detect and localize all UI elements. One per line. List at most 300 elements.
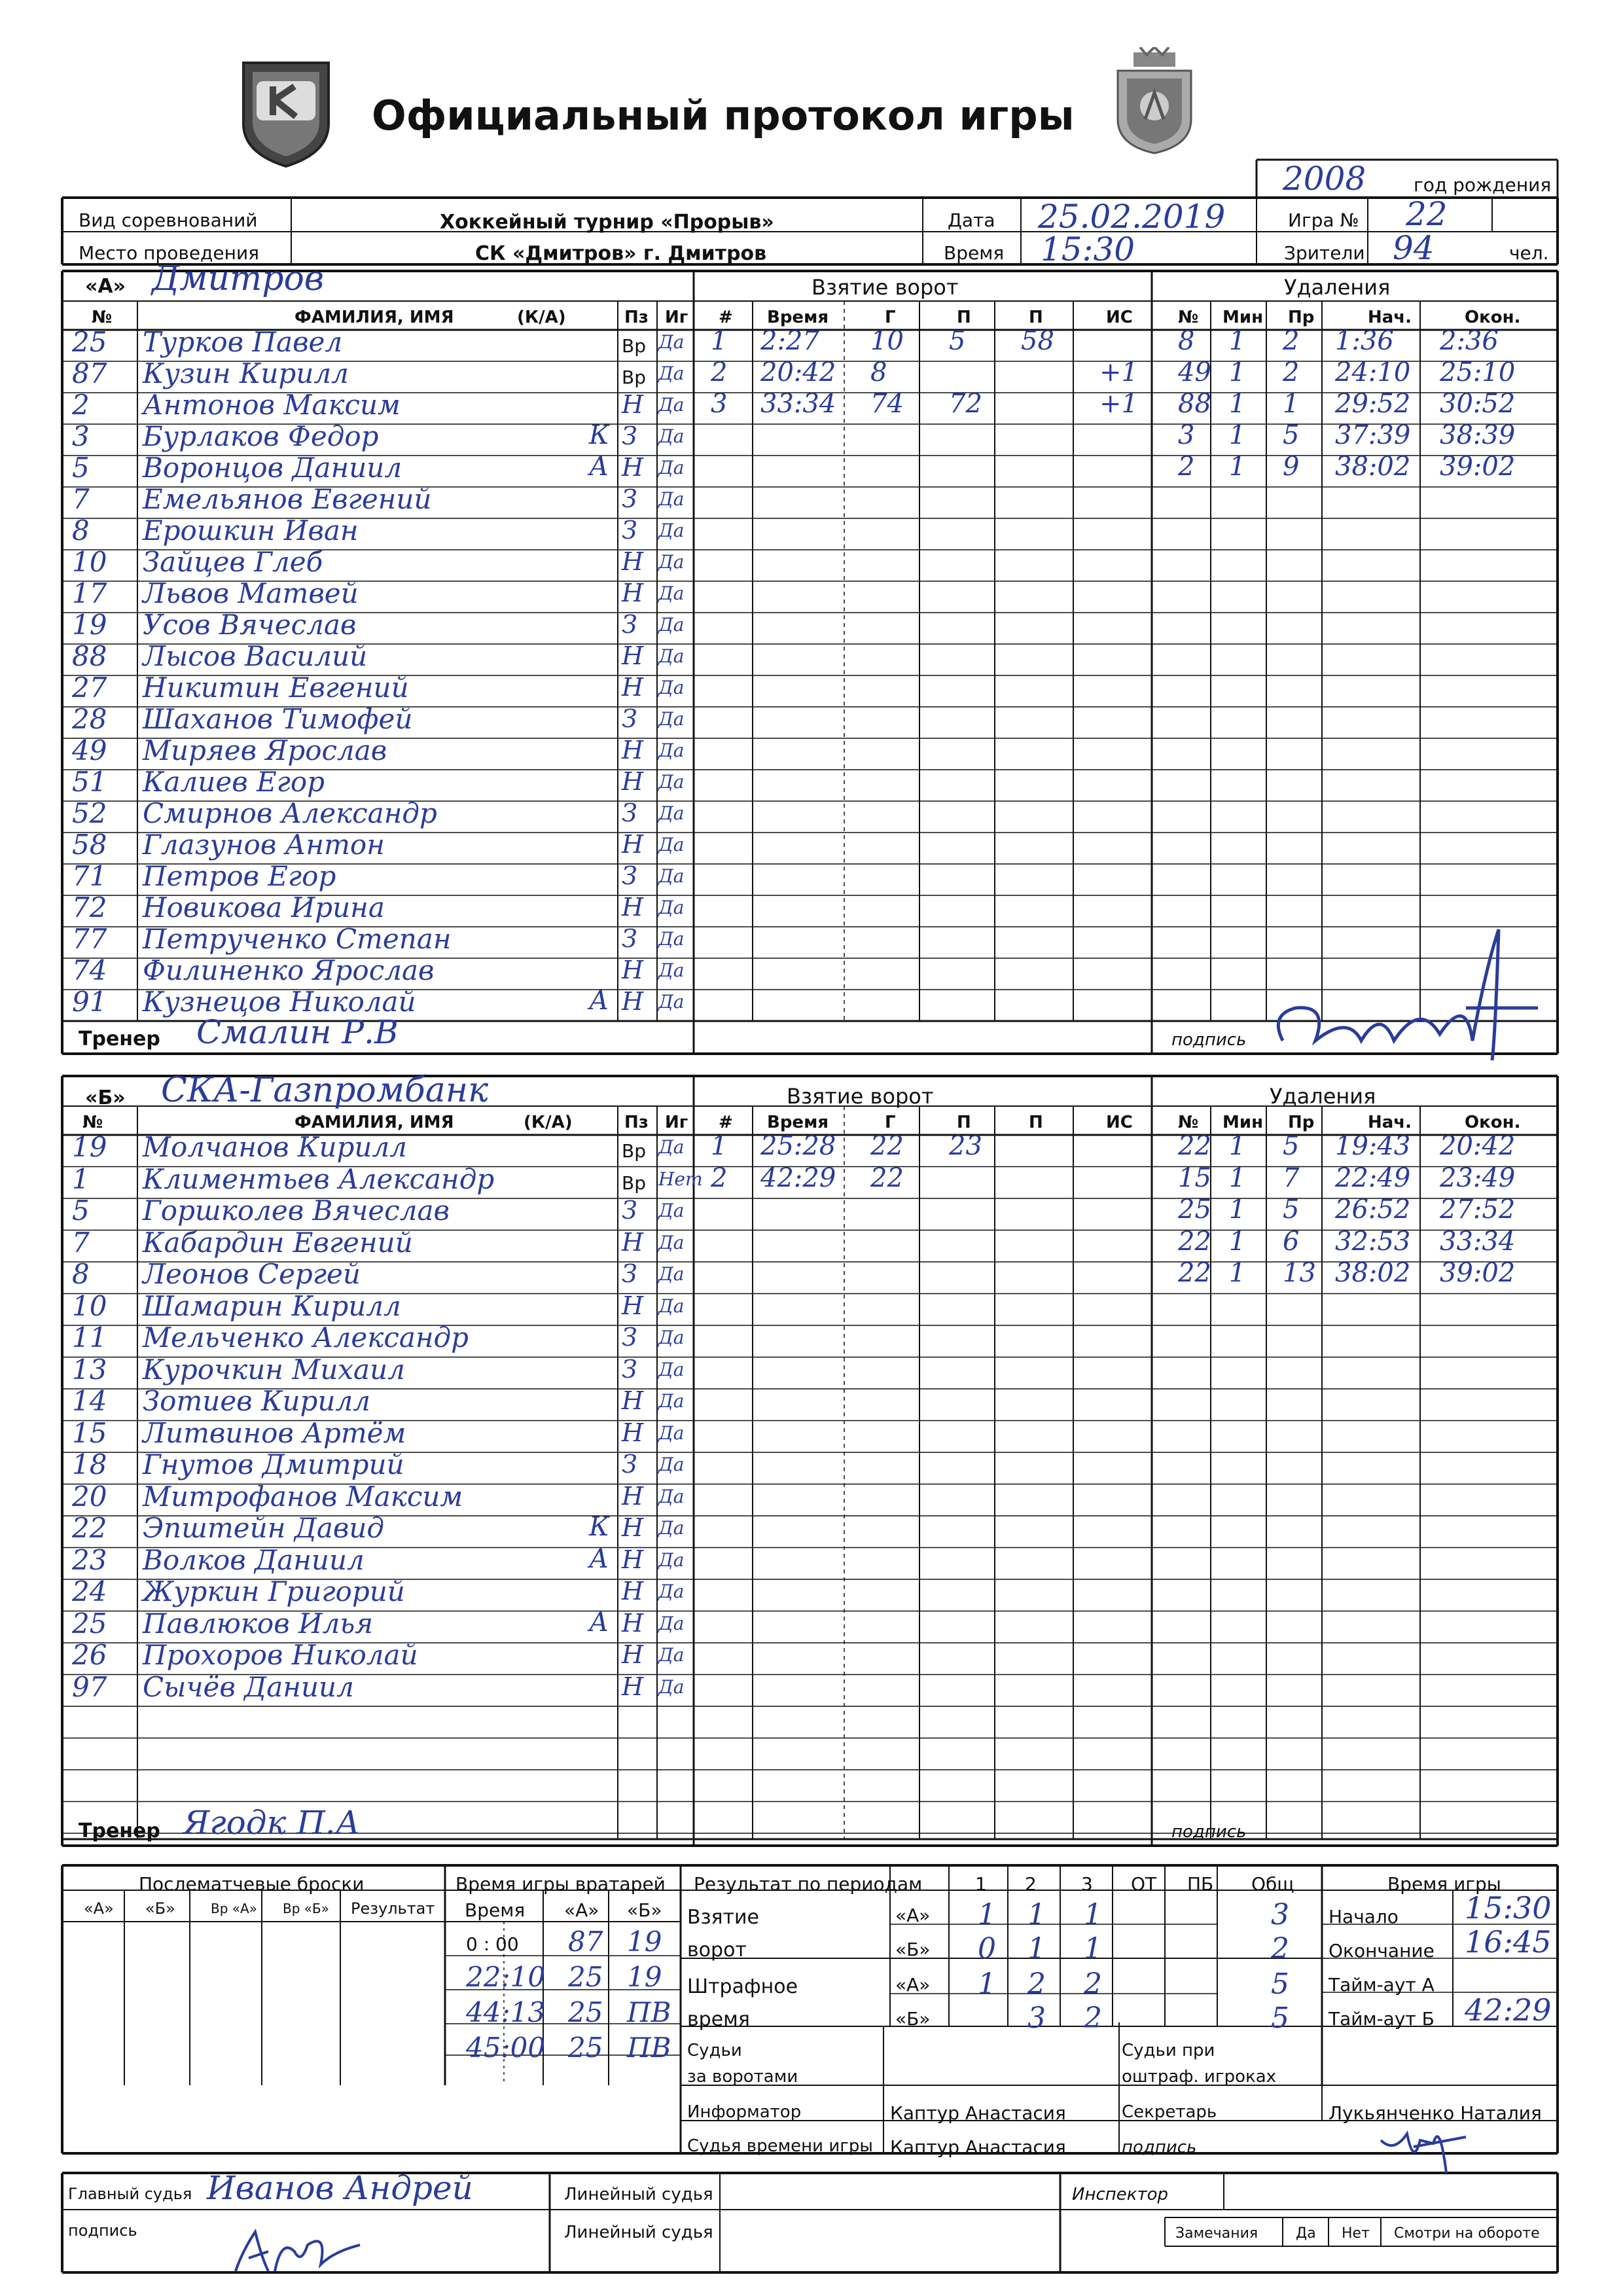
team-a-player-number[interactable]: 87 xyxy=(72,357,107,389)
team-a-player-name[interactable]: Глазунов Антон xyxy=(143,829,385,861)
team-b-goal-time[interactable]: 25:28 xyxy=(760,1131,836,1161)
team-a-player-ka[interactable]: А xyxy=(589,452,609,482)
game-end-value[interactable]: 16:45 xyxy=(1465,1924,1552,1960)
team-b-player-played[interactable]: Да xyxy=(658,1422,685,1444)
team-b-penalty-player[interactable]: 22 xyxy=(1178,1258,1211,1288)
team-a-player-played[interactable]: Да xyxy=(658,614,685,636)
team-a-player-position[interactable]: З xyxy=(622,422,637,450)
team-a-player-name[interactable]: Калиев Егор xyxy=(143,766,325,798)
periods-pim-label-1: Штрафное xyxy=(687,1975,798,1998)
team-a-player-number[interactable]: 72 xyxy=(72,891,107,924)
team-b-player-played[interactable]: Да xyxy=(658,1454,685,1475)
team-a-player-played[interactable]: Да xyxy=(658,520,685,541)
period-value-goals-a[interactable]: 1 xyxy=(1027,1898,1046,1931)
team-a-player-name[interactable]: Емельянов Евгений xyxy=(143,483,432,515)
team-a-player-number[interactable]: 25 xyxy=(72,326,107,358)
team-b-player-number[interactable]: 5 xyxy=(72,1194,90,1227)
team-a-player-position[interactable]: Вр xyxy=(622,335,646,357)
period-value-goals-a[interactable]: 1 xyxy=(1084,1898,1102,1931)
period-value-goals-b[interactable]: 0 xyxy=(978,1932,996,1965)
team-a-goal-assist-2[interactable]: 58 xyxy=(1021,326,1054,356)
team-a-player-position[interactable]: З xyxy=(622,861,637,890)
team-a-player-number[interactable]: 91 xyxy=(72,986,107,1018)
team-b-player-number[interactable]: 14 xyxy=(72,1385,107,1417)
team-a-player-position[interactable]: Н xyxy=(622,987,644,1016)
team-b-player-played[interactable]: Да xyxy=(658,1517,685,1539)
team-a-player-name[interactable]: Зайцев Глеб xyxy=(143,546,323,578)
team-a-penalty-reason[interactable]: 5 xyxy=(1283,420,1300,450)
team-a-player-ka[interactable]: К xyxy=(589,420,609,450)
team-a-player-name[interactable]: Петрученко Степан xyxy=(143,923,452,955)
team-b-penalty-player[interactable]: 22 xyxy=(1178,1226,1211,1257)
team-a-penalty-reason[interactable]: 1 xyxy=(1283,389,1300,419)
team-b-penalty-end[interactable]: 33:34 xyxy=(1440,1226,1516,1257)
team-a-player-position[interactable]: З xyxy=(622,924,637,953)
period-value-pim-a[interactable]: 2 xyxy=(1084,1967,1102,2001)
team-b-player-name[interactable]: Волков Даниил xyxy=(143,1543,365,1576)
team-a-penalty-player[interactable]: 2 xyxy=(1178,452,1195,482)
timeout-b-value[interactable]: 42:29 xyxy=(1465,1992,1552,2028)
period-value-goals-b[interactable]: 2 xyxy=(1271,1932,1289,1965)
team-b-penalty-start[interactable]: 26:52 xyxy=(1335,1194,1411,1225)
team-a-goal-time[interactable]: 20:42 xyxy=(760,357,836,387)
team-b-player-position[interactable]: Н xyxy=(622,1418,644,1447)
team-a-player-number[interactable]: 88 xyxy=(72,640,107,672)
team-a-player-name[interactable]: Лысов Василий xyxy=(143,640,368,672)
period-value-pim-a[interactable]: 5 xyxy=(1271,1967,1289,2001)
team-a-penalty-minutes[interactable]: 1 xyxy=(1229,452,1246,482)
team-a-player-name[interactable]: Кузнецов Николай xyxy=(143,986,416,1018)
team-b-player-ka[interactable]: А xyxy=(589,1543,609,1574)
team-a-player-number[interactable]: 71 xyxy=(72,860,107,892)
team-a-penalty-minutes[interactable]: 1 xyxy=(1229,357,1246,387)
team-b-player-played[interactable]: Да xyxy=(658,1644,685,1666)
team-b-player-position[interactable]: Н xyxy=(622,1577,644,1605)
team-b-player-number[interactable]: 1 xyxy=(72,1162,90,1195)
goalie-row-b[interactable]: ПВ xyxy=(627,1996,671,2028)
team-a-player-position[interactable]: Вр xyxy=(622,367,646,388)
team-a-player-number[interactable]: 77 xyxy=(72,923,107,955)
team-a-player-position[interactable]: Н xyxy=(622,390,644,419)
team-a-goal-number[interactable]: 3 xyxy=(711,389,728,419)
team-a-player-name[interactable]: Кузин Кирилл xyxy=(143,357,349,389)
team-a-goal-scorer[interactable]: 10 xyxy=(870,326,904,356)
period-value-pim-b[interactable]: 2 xyxy=(1084,2001,1102,2035)
team-a-player-number[interactable]: 10 xyxy=(72,546,107,578)
team-b-player-played[interactable]: Да xyxy=(658,1390,685,1412)
period-value-goals-a[interactable]: 1 xyxy=(978,1898,996,1931)
team-a-player-position[interactable]: З xyxy=(622,610,637,639)
team-a-player-position[interactable]: З xyxy=(622,704,637,733)
linesman-2-label: Линейный судья xyxy=(564,2223,713,2242)
team-b-player-position[interactable]: З xyxy=(622,1196,637,1225)
team-a-penalty-player[interactable]: 49 xyxy=(1178,357,1211,387)
venue-value: СК «Дмитров» г. Дмитров xyxy=(475,242,767,265)
team-a-goal-time[interactable]: 33:34 xyxy=(760,389,836,419)
team-a-penalty-reason[interactable]: 2 xyxy=(1283,326,1300,356)
team-a-penalty-player[interactable]: 88 xyxy=(1178,389,1211,419)
team-a-player-number[interactable]: 8 xyxy=(72,514,90,547)
team-b-player-number[interactable]: 15 xyxy=(72,1416,107,1449)
team-a-letter: «А» xyxy=(85,275,126,298)
team-a-goal-assist-1[interactable]: 5 xyxy=(949,326,966,356)
team-b-penalty-start[interactable]: 32:53 xyxy=(1335,1226,1411,1257)
team-b-player-number[interactable]: 11 xyxy=(72,1321,107,1354)
period-value-goals-b[interactable]: 1 xyxy=(1027,1932,1046,1965)
team-a-penalty-end[interactable]: 25:10 xyxy=(1440,357,1516,387)
goalie-row-time[interactable]: 22:10 xyxy=(466,1961,546,1993)
team-a-player-number[interactable]: 52 xyxy=(72,797,107,829)
team-a-penalty-minutes[interactable]: 1 xyxy=(1229,420,1246,450)
team-a-penalty-start[interactable]: 29:52 xyxy=(1335,389,1411,419)
team-b-player-position[interactable]: Н xyxy=(622,1672,644,1701)
team-b-player-ka[interactable]: А xyxy=(589,1607,609,1638)
team-b-player-position[interactable]: Н xyxy=(622,1640,644,1669)
team-a-player-played[interactable]: Да xyxy=(658,645,685,667)
goalie-row-time[interactable]: 0 : 00 xyxy=(466,1933,519,1955)
team-b-player-name[interactable]: Журкин Григорий xyxy=(143,1575,405,1607)
team-a-player-name[interactable]: Ерошкин Иван xyxy=(143,514,359,547)
team-a-player-number[interactable]: 27 xyxy=(72,672,107,704)
team-b-penalty-end[interactable]: 20:42 xyxy=(1440,1131,1516,1161)
team-b-player-name[interactable]: Митрофанов Максим xyxy=(143,1480,463,1513)
team-b-penalty-player[interactable]: 22 xyxy=(1178,1131,1211,1161)
team-b-penalty-start[interactable]: 38:02 xyxy=(1335,1258,1411,1288)
team-b-name[interactable]: СКА-Газпромбанк xyxy=(161,1071,489,1110)
goalie-row-b[interactable]: 19 xyxy=(627,1926,662,1958)
team-b-penalty-start[interactable]: 19:43 xyxy=(1335,1131,1411,1161)
period-value-pim-b[interactable]: 5 xyxy=(1271,2001,1289,2035)
team-a-player-played[interactable]: Да xyxy=(658,708,685,730)
team-a-player-position[interactable]: Н xyxy=(622,579,644,607)
team-a-player-position[interactable]: Н xyxy=(622,893,644,922)
team-b-player-number[interactable]: 18 xyxy=(72,1448,107,1480)
team-b-player-name[interactable]: Климентьев Александр xyxy=(143,1162,495,1195)
team-a-penalty-end[interactable]: 39:02 xyxy=(1440,452,1516,482)
spectators-value[interactable]: 94 xyxy=(1393,229,1435,267)
team-a-player-ka[interactable]: А xyxy=(589,986,609,1016)
col-hash-b: # xyxy=(719,1113,733,1132)
period-value-pim-a[interactable]: 1 xyxy=(978,1967,996,2001)
team-b-player-position[interactable]: Вр xyxy=(622,1140,646,1162)
team-a-penalty-start[interactable]: 24:10 xyxy=(1335,357,1411,387)
team-b-player-number[interactable]: 26 xyxy=(72,1639,107,1671)
team-a-goal-strength[interactable]: +1 xyxy=(1099,389,1138,419)
team-b-player-position[interactable]: Н xyxy=(622,1227,644,1257)
team-b-player-name[interactable]: Зотиев Кирилл xyxy=(143,1385,370,1417)
team-b-penalty-reason[interactable]: 5 xyxy=(1283,1194,1300,1225)
team-a-player-position[interactable]: З xyxy=(622,516,637,545)
team-a-player-played[interactable]: Да xyxy=(658,802,685,824)
penalties-title-a: Удаления xyxy=(1284,275,1391,300)
team-b-player-position[interactable]: Н xyxy=(622,1481,644,1511)
team-b-player-played[interactable]: Да xyxy=(658,1676,685,1698)
team-a-player-name[interactable]: Миряев Ярослав xyxy=(143,734,387,766)
team-b-penalty-minutes[interactable]: 1 xyxy=(1229,1226,1246,1257)
period-value-pim-b[interactable]: 3 xyxy=(1027,2001,1046,2035)
team-a-goal-scorer[interactable]: 8 xyxy=(870,357,887,387)
team-b-player-played[interactable]: Да xyxy=(658,1263,685,1285)
team-a-penalty-player[interactable]: 8 xyxy=(1178,326,1195,356)
team-a-player-name[interactable]: Львов Матвей xyxy=(143,577,359,609)
period-value-pim-a[interactable]: 2 xyxy=(1027,1967,1046,2001)
team-b-penalty-minutes[interactable]: 1 xyxy=(1229,1258,1246,1288)
team-a-goal-strength[interactable]: +1 xyxy=(1099,357,1138,387)
team-b-player-played[interactable]: Да xyxy=(658,1200,685,1221)
shootout-title: Послематчевые броски xyxy=(139,1873,365,1895)
birth-year-value[interactable]: 2008 xyxy=(1283,160,1366,198)
team-a-player-number[interactable]: 74 xyxy=(72,954,107,986)
team-a-player-number[interactable]: 49 xyxy=(72,734,107,766)
team-a-player-name[interactable]: Воронцов Даниил xyxy=(143,452,402,484)
team-b-penalty-reason[interactable]: 6 xyxy=(1283,1226,1300,1257)
goalie-row-b[interactable]: ПВ xyxy=(627,2032,671,2064)
chief-sign-label: подпись xyxy=(68,2221,137,2240)
goal-judges-label-1: Судьи xyxy=(687,2041,742,2060)
team-a-player-name[interactable]: Антонов Максим xyxy=(143,389,401,421)
team-b-player-name[interactable]: Мельченко Александр xyxy=(143,1321,469,1354)
team-a-player-name[interactable]: Шаханов Тимофей xyxy=(143,703,413,735)
periods-goals-label-1: Взятие xyxy=(687,1906,760,1929)
col-p2-b: П xyxy=(1029,1113,1043,1132)
team-b-player-name[interactable]: Кабардин Евгений xyxy=(143,1226,413,1259)
team-b-player-position[interactable]: Н xyxy=(622,1545,644,1574)
team-b-player-number[interactable]: 10 xyxy=(72,1289,107,1322)
team-a-player-number[interactable]: 7 xyxy=(72,483,90,515)
team-b-coach[interactable]: Ягодк П.А xyxy=(183,1804,361,1842)
team-a-player-played[interactable]: Да xyxy=(658,897,685,918)
team-b-player-name[interactable]: Прохоров Николай xyxy=(143,1639,418,1671)
team-a-player-played[interactable]: Да xyxy=(658,677,685,698)
team-a-penalty-minutes[interactable]: 1 xyxy=(1229,389,1246,419)
team-b-player-name[interactable]: Павлюков Илья xyxy=(143,1607,374,1640)
team-a-player-number[interactable]: 19 xyxy=(72,609,107,641)
team-b-player-played[interactable]: Да xyxy=(658,1327,685,1348)
team-a-goal-scorer[interactable]: 74 xyxy=(870,389,904,419)
team-a-goal-time[interactable]: 2:27 xyxy=(760,326,819,356)
team-b-player-position[interactable]: Н xyxy=(622,1513,644,1542)
team-a-penalty-start[interactable]: 1:36 xyxy=(1335,326,1394,356)
chief-referee-value[interactable]: Иванов Андрей xyxy=(207,2169,473,2207)
team-a-player-played[interactable]: Да xyxy=(658,331,685,353)
team-a-goal-number[interactable]: 2 xyxy=(711,357,728,387)
team-b-penalty-end[interactable]: 23:49 xyxy=(1440,1162,1516,1193)
team-b-penalty-player[interactable]: 15 xyxy=(1178,1162,1211,1193)
team-a-player-played[interactable]: Да xyxy=(658,928,685,950)
team-b-penalty-minutes[interactable]: 1 xyxy=(1229,1194,1246,1225)
team-a-penalty-end[interactable]: 2:36 xyxy=(1440,326,1499,356)
team-a-player-played[interactable]: Да xyxy=(658,991,685,1013)
goalie-row-time[interactable]: 45:00 xyxy=(466,2032,546,2064)
team-b-goal-number[interactable]: 1 xyxy=(711,1131,728,1161)
team-a-penalty-start[interactable]: 37:39 xyxy=(1335,420,1411,450)
team-b-player-position[interactable]: Н xyxy=(622,1386,644,1415)
team-a-player-number[interactable]: 2 xyxy=(72,389,90,421)
team-a-player-number[interactable]: 3 xyxy=(72,420,90,452)
goalie-row-a[interactable]: 25 xyxy=(568,2032,603,2064)
team-b-player-played[interactable]: Да xyxy=(658,1485,685,1507)
time-value[interactable]: 15:30 xyxy=(1041,230,1135,268)
team-a-player-played[interactable]: Да xyxy=(658,771,685,793)
team-b-penalty-minutes[interactable]: 1 xyxy=(1229,1162,1246,1193)
team-b-player-played[interactable]: Да xyxy=(658,1549,685,1571)
team-b-player-number[interactable]: 8 xyxy=(72,1258,90,1290)
team-b-player-name[interactable]: Литвинов Артём xyxy=(143,1416,406,1449)
team-a-player-name[interactable]: Смирнов Александр xyxy=(143,797,437,829)
team-a-player-name[interactable]: Петров Егор xyxy=(143,860,336,892)
goalie-row-b[interactable]: 19 xyxy=(627,1961,662,1993)
team-b-penalty-minutes[interactable]: 1 xyxy=(1229,1131,1246,1161)
team-b-player-name[interactable]: Эпштейн Давид xyxy=(143,1512,385,1544)
team-b-player-number[interactable]: 20 xyxy=(72,1480,107,1513)
goalie-row-a[interactable]: 87 xyxy=(568,1926,603,1958)
period-value-goals-a[interactable]: 3 xyxy=(1271,1898,1289,1931)
team-b-player-played[interactable]: Да xyxy=(658,1136,685,1158)
team-a-penalty-end[interactable]: 30:52 xyxy=(1440,389,1516,419)
team-a-player-played[interactable]: Да xyxy=(658,834,685,855)
team-a-player-number[interactable]: 58 xyxy=(72,829,107,861)
team-b-player-position[interactable]: З xyxy=(622,1354,637,1384)
team-a-player-played[interactable]: Да xyxy=(658,740,685,761)
team-b-player-played[interactable]: Да xyxy=(658,1358,685,1380)
team-b-player-number[interactable]: 23 xyxy=(72,1543,107,1576)
goalie-row-a[interactable]: 25 xyxy=(568,1961,603,1993)
team-a-player-played[interactable]: Да xyxy=(658,960,685,981)
team-a-player-played[interactable]: Да xyxy=(658,457,685,478)
team-a-name[interactable]: Дмитров xyxy=(152,259,325,298)
team-a-penalty-start[interactable]: 38:02 xyxy=(1335,452,1411,482)
team-b-player-played[interactable]: Да xyxy=(658,1295,685,1317)
team-b-player-played[interactable]: Да xyxy=(658,1581,685,1602)
team-b-letter: «Б» xyxy=(85,1086,126,1109)
game-start-value[interactable]: 15:30 xyxy=(1465,1890,1552,1926)
date-value[interactable]: 25.02.2019 xyxy=(1038,198,1226,236)
goalie-row-time[interactable]: 44:13 xyxy=(466,1996,546,2028)
team-a-player-position[interactable]: Н xyxy=(622,767,644,796)
team-a-player-played[interactable]: Да xyxy=(658,551,685,573)
remarks-yes[interactable]: Да xyxy=(1296,2225,1316,2242)
team-a-player-number[interactable]: 17 xyxy=(72,577,107,609)
team-b-penalty-end[interactable]: 39:02 xyxy=(1440,1258,1516,1288)
team-a-player-position[interactable]: Н xyxy=(622,830,644,859)
team-a-player-name[interactable]: Турков Павел xyxy=(143,326,343,358)
team-b-player-played[interactable]: Да xyxy=(658,1231,685,1253)
team-b-penalty-reason[interactable]: 5 xyxy=(1283,1131,1300,1161)
team-a-player-position[interactable]: Н xyxy=(622,956,644,984)
remarks-no[interactable]: Нет xyxy=(1342,2225,1370,2242)
team-b-player-number[interactable]: 7 xyxy=(72,1226,90,1259)
team-b-player-played[interactable]: Нет xyxy=(658,1168,703,1190)
team-a-player-played[interactable]: Да xyxy=(658,865,685,887)
chief-referee-label: Главный судья xyxy=(68,2185,192,2203)
team-b-player-played[interactable]: Да xyxy=(658,1612,685,1634)
team-a-penalty-reason[interactable]: 2 xyxy=(1283,357,1300,387)
team-a-penalty-reason[interactable]: 9 xyxy=(1283,452,1300,482)
team-a-penalty-minutes[interactable]: 1 xyxy=(1229,326,1246,356)
col-is-a: ИС xyxy=(1106,308,1133,327)
team-b-player-name[interactable]: Леонов Сергей xyxy=(143,1258,361,1290)
birth-year-label: год рождения xyxy=(1414,174,1552,196)
team-b-player-name[interactable]: Гнутов Дмитрий xyxy=(143,1448,404,1480)
goalie-row-a[interactable]: 25 xyxy=(568,1996,603,2028)
col-pen-pr-b: Пр xyxy=(1288,1113,1315,1132)
team-b-player-name[interactable]: Горшколев Вячеслав xyxy=(143,1194,450,1227)
team-b-player-name[interactable]: Сычёв Даниил xyxy=(143,1670,354,1703)
team-b-player-position[interactable]: Вр xyxy=(622,1172,646,1194)
team-b-player-name[interactable]: Шамарин Кирилл xyxy=(143,1289,401,1322)
team-b-player-number[interactable]: 25 xyxy=(72,1607,107,1640)
team-b-player-position[interactable]: Н xyxy=(622,1608,644,1638)
team-a-player-position[interactable]: Н xyxy=(622,547,644,576)
team-a-player-name[interactable]: Новикова Ирина xyxy=(143,891,385,924)
team-a-player-number[interactable]: 28 xyxy=(72,703,107,735)
team-b-player-ka[interactable]: К xyxy=(589,1512,609,1542)
team-a-player-number[interactable]: 51 xyxy=(72,766,107,798)
team-b-player-number[interactable]: 24 xyxy=(72,1575,107,1607)
team-a-player-position[interactable]: Н xyxy=(622,736,644,764)
team-a-player-played[interactable]: Да xyxy=(658,583,685,604)
team-b-goal-assist-1[interactable]: 23 xyxy=(949,1131,982,1161)
team-a-player-played[interactable]: Да xyxy=(658,488,685,510)
col-pen-end-a: Окон. xyxy=(1465,308,1521,327)
team-a-player-name[interactable]: Усов Вячеслав xyxy=(143,609,357,641)
col-ig-b: Иг xyxy=(665,1113,688,1132)
team-a-player-name[interactable]: Никитин Евгений xyxy=(143,672,409,704)
period-value-goals-b[interactable]: 1 xyxy=(1084,1932,1102,1965)
team-b-penalty-end[interactable]: 27:52 xyxy=(1440,1194,1516,1225)
team-a-player-played[interactable]: Да xyxy=(658,394,685,416)
team-b-player-number[interactable]: 19 xyxy=(72,1131,107,1163)
col-g-a: Г xyxy=(885,308,896,327)
inspector-label: Инспектор xyxy=(1072,2185,1168,2204)
team-b-penalty-player[interactable]: 25 xyxy=(1178,1194,1211,1225)
team-b-player-position[interactable]: З xyxy=(622,1323,637,1352)
team-a-goal-assist-1[interactable]: 72 xyxy=(949,389,982,419)
team-b-goal-number[interactable]: 2 xyxy=(711,1162,728,1193)
team-a-player-name[interactable]: Филиненко Ярослав xyxy=(143,954,435,986)
team-a-player-position[interactable]: Н xyxy=(622,641,644,670)
team-b-player-number[interactable]: 97 xyxy=(72,1670,107,1703)
team-b-penalty-reason[interactable]: 7 xyxy=(1283,1162,1300,1193)
team-a-player-position[interactable]: Н xyxy=(622,453,644,482)
team-b-player-position[interactable]: З xyxy=(622,1450,637,1479)
team-a-player-name[interactable]: Бурлаков Федор xyxy=(143,420,379,452)
team-b-player-name[interactable]: Курочкин Михаил xyxy=(143,1353,405,1386)
team-b-player-number[interactable]: 13 xyxy=(72,1353,107,1386)
team-a-player-position[interactable]: З xyxy=(622,484,637,513)
team-b-player-position[interactable]: Н xyxy=(622,1291,644,1320)
team-a-player-position[interactable]: З xyxy=(622,798,637,827)
team-b-penalty-start[interactable]: 22:49 xyxy=(1335,1162,1411,1193)
team-b-player-name[interactable]: Молчанов Кирилл xyxy=(143,1131,407,1163)
col-no-a: № xyxy=(92,308,113,327)
team-b-player-number[interactable]: 22 xyxy=(72,1512,107,1544)
team-b-goal-scorer[interactable]: 22 xyxy=(870,1131,904,1161)
team-a-penalty-end[interactable]: 38:39 xyxy=(1440,420,1516,450)
team-b-penalty-reason[interactable]: 13 xyxy=(1283,1258,1316,1288)
team-a-player-number[interactable]: 5 xyxy=(72,452,90,484)
game-number-value[interactable]: 22 xyxy=(1406,195,1448,233)
team-b-goal-scorer[interactable]: 22 xyxy=(870,1162,904,1193)
team-a-penalty-player[interactable]: 3 xyxy=(1178,420,1195,450)
team-b-player-position[interactable]: З xyxy=(622,1259,637,1288)
team-a-player-played[interactable]: Да xyxy=(658,425,685,447)
team-b-goal-time[interactable]: 42:29 xyxy=(760,1162,836,1193)
team-a-player-position[interactable]: Н xyxy=(622,673,644,702)
team-a-coach[interactable]: Смалин Р.В xyxy=(196,1013,399,1051)
team-a-goal-number[interactable]: 1 xyxy=(711,326,728,356)
team-a-player-played[interactable]: Да xyxy=(658,363,685,384)
